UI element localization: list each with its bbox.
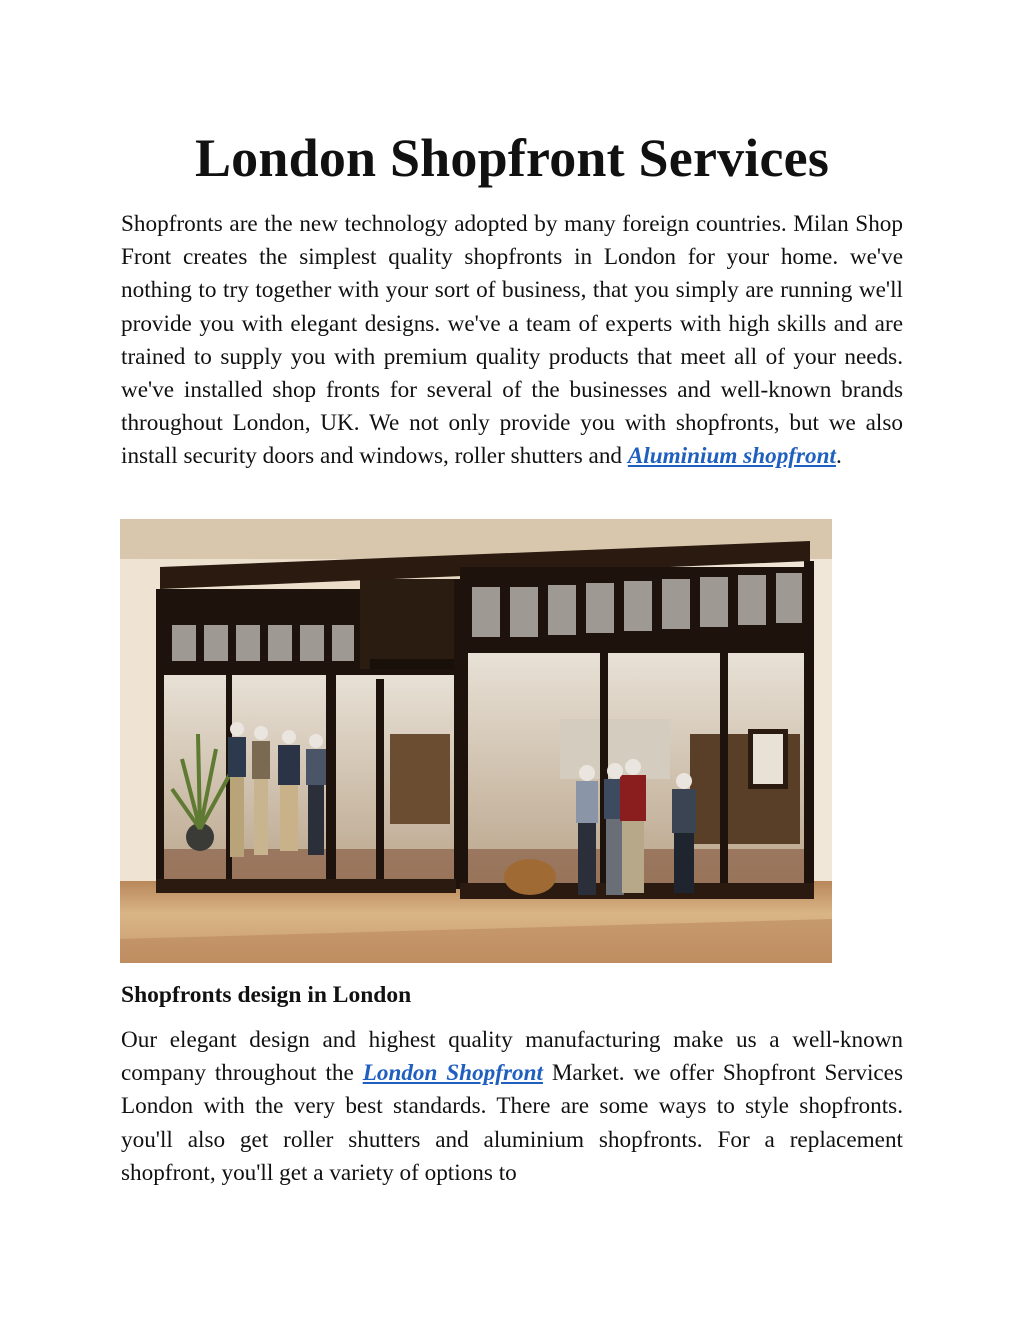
london-shopfront-link[interactable]: London Shopfront (362, 1060, 543, 1087)
section-heading: Shopfronts design in London (121, 982, 412, 1008)
section-text: Our elegant design and highest quality manufacturing make us a well-known company throughout the (121, 1027, 903, 1087)
section-paragraph (121, 1024, 903, 1190)
intro-text: Shopfronts are the new technology adopted by many foreign countries. Milan Shop Front creates the simplest quality shopfronts in London for your home. we've nothing to try together with your sort of business, that you simply are running we'll provide you with elegant designs. we've a team of experts with high skills and are trained to supply you with premium quality products that meet all of your needs. we've installed shop fronts for several of the businesses and well-known brands throughout London, UK. We not only provide you with shopfronts, but we also install security doors and windows, roller shutters and (121, 211, 903, 470)
intro-text-end: . (835, 443, 842, 470)
shopfront-photo (120, 519, 832, 963)
intro-paragraph (121, 208, 903, 474)
section-text-end: Market. we offer Shopfront Services London with the very best standards. There are some ways to style shopfronts. you'll also get roller shutters and aluminium shopfronts. For a replacement shopfront, you'll get a variety of options to (121, 1060, 903, 1186)
page-title: London Shopfront Services (194, 128, 830, 188)
aluminium-shopfront-link[interactable]: Aluminium shopfront (627, 443, 836, 470)
